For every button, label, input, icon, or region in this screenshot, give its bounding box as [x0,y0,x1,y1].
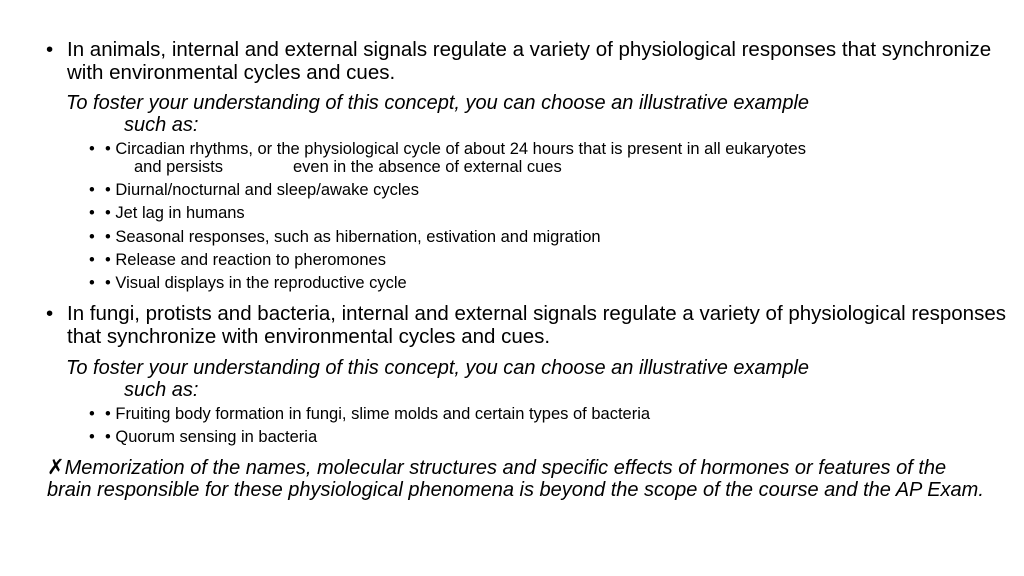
sub-bullet-dot: • [89,428,95,446]
sub-bullet-dot: • [89,181,95,199]
example-jet-lag [89,204,989,222]
example-diurnal-cycles [89,181,989,199]
example-text: • Quorum sensing in bacteria [105,428,318,446]
illustrative-intro-animals [66,92,986,136]
intro-line: To foster your understanding of this concept, you can choose an illustrative example [66,92,810,114]
example-continuation [134,158,989,176]
example-text: • Seasonal responses, such as hibernation, estivation and migration [105,228,601,246]
intro-continuation: such as: [124,114,199,136]
sub-bullet-dot: • [89,204,95,222]
example-text: • Circadian rhythms, or the physiological cycle of about 24 hours that is present in all eukaryotes [105,140,806,158]
example-text: • Release and reaction to pheromones [105,251,386,269]
example-quorum-sensing [89,428,989,446]
bullet-fungi-signals [46,302,1006,348]
sub-bullet-dot: • [89,405,95,423]
continuation-part-a: and persists [134,158,223,176]
bullet-animals-signals [46,38,1006,84]
continuation-part-b: even in the absence of external cues [292,158,562,176]
bullet-dot: • [46,302,54,325]
intro-continuation: such as: [124,379,199,401]
sub-bullet-dot: • [89,140,95,158]
example-circadian-rhythms [89,140,989,176]
example-text: • Visual displays in the reproductive cycle [105,274,407,292]
x-mark-icon: ✗ [47,455,65,479]
bullet-dot: • [46,38,54,61]
example-pheromones [89,251,989,269]
exclusion-text: Memorization of the names, molecular structures and specific effects of hormones or features of the brain responsible for these physiological phenomena is beyond the scope of the course and the AP Exam. [47,457,984,501]
example-fruiting-body [89,405,989,423]
example-text: • Diurnal/nocturnal and sleep/awake cycles [105,181,419,199]
sub-bullet-dot: • [89,228,95,246]
exclusion-statement [47,456,987,501]
bullet-text: In fungi, protists and bacteria, internal and external signals regulate a variety of physiological responses that synchronize with environmental cycles and cues. [67,302,1006,348]
example-text: • Jet lag in humans [105,204,245,222]
sub-bullet-dot: • [89,251,95,269]
intro-line: To foster your understanding of this concept, you can choose an illustrative example [66,357,810,379]
example-text: • Fruiting body formation in fungi, slime molds and certain types of bacteria [105,405,651,423]
bullet-text: In animals, internal and external signals regulate a variety of physiological responses that synchronize with environmental cycles and cues. [67,38,992,84]
sub-bullet-dot: • [89,274,95,292]
example-seasonal-responses [89,228,989,246]
illustrative-intro-fungi [66,357,986,401]
example-visual-displays [89,274,989,292]
